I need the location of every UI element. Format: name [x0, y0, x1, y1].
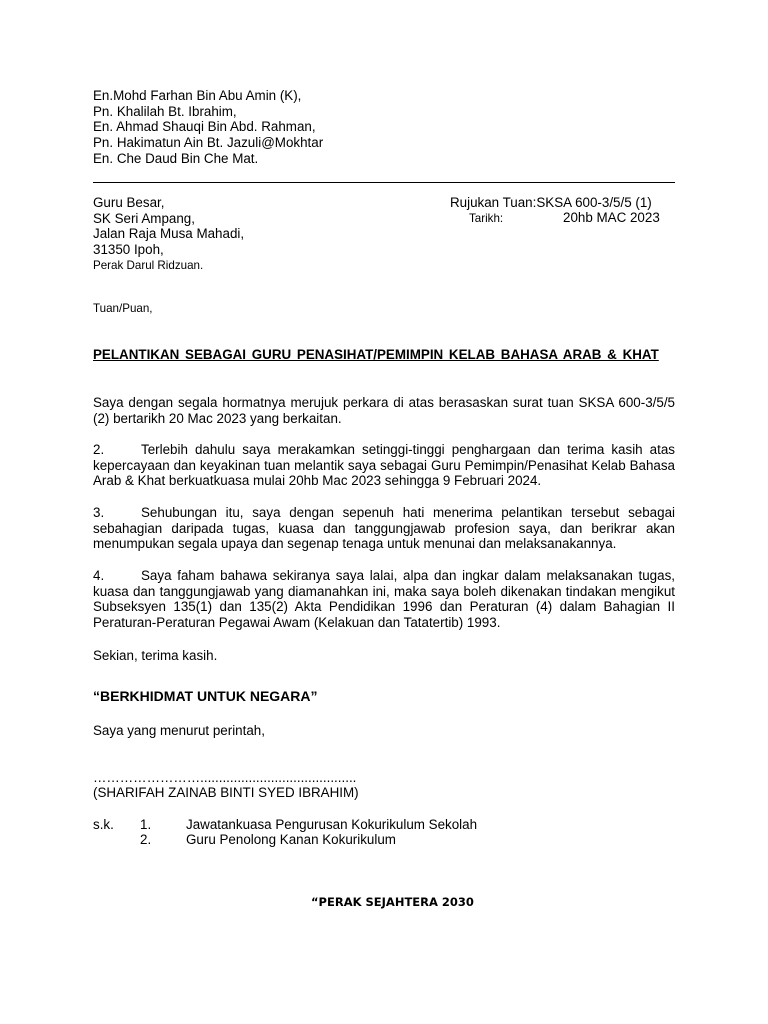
paragraph-4: [93, 568, 675, 631]
cc-item-text: Jawatankuasa Pengurusan Kokurikulum Sekolah: [186, 817, 478, 832]
intro-paragraph: Saya dengan segala hormatnya merujuk perkara di atas berasaskan surat tuan SKSA 600-3/5/5 (2) bertarikh 20 Mac 2023 yang berkaitan.: [93, 395, 675, 426]
recipient-line: En.Mohd Farhan Bin Abu Amin (K),: [93, 88, 302, 103]
recipient-line: En. Che Daud Bin Che Mat.: [93, 150, 259, 166]
footer-slogan: “PERAK SEJAHTERA 2030: [311, 895, 474, 909]
reference-value: SKSA 600-3/5/5 (1): [536, 195, 652, 210]
recipient-line: Pn. Khalilah Bt. Ibrahim,: [93, 103, 237, 119]
recipient-line: Pn. Hakimatun Ain Bt. Jazuli@Mokhtar: [93, 135, 324, 151]
paragraph-text: Terlebih dahulu saya merakamkan setinggi-tinggi penghargaan dan terima kasih atas kepercayaan dan keyakinan tuan melantik saya sebagai Guru Pemimpin/Penasihat Kelab Bahasa Arab & Khat berkuatkuasa mulai 20hb Mac 2023 sehingga 9 Februari 2024.: [93, 442, 675, 489]
letter-subject: PELANTIKAN SEBAGAI GURU PENASIHAT/PEMIMPIN KELAB BAHASA ARAB & KHAT: [93, 347, 659, 362]
motto: “BERKHIDMAT UNTUK NEGARA”: [93, 688, 318, 704]
address-line: Guru Besar,: [93, 195, 165, 210]
reference-label: Rujukan Tuan:: [450, 195, 537, 210]
salutation: Tuan/Puan,: [93, 302, 153, 315]
cc-item-number: 2.: [140, 832, 152, 847]
paragraph-number: 3.: [93, 505, 105, 520]
recipient-list: [93, 88, 323, 167]
signatory-name: (SHARIFAH ZAINAB BINTI SYED IBRAHIM): [93, 785, 359, 800]
address-line: 31350 Ipoh,: [93, 242, 164, 258]
paragraph-number: 4.: [93, 568, 105, 583]
address-line: Jalan Raja Musa Mahadi,: [93, 226, 245, 242]
header-divider: [93, 182, 675, 183]
closing-line: Sekian, terima kasih.: [93, 648, 218, 663]
paragraph-text: Saya faham bahawa sekiranya saya lalai, alpa dan ingkar dalam melaksanakan tugas, kuasa dan tanggungjawab yang diamanahkan ini, maka saya boleh dikenakan tindakan mengikut Subseksyen 135(1) dan 135(2) Akta Pendidikan 1996 dan Peraturan (4) dalam Bahagian II Peraturan-Peraturan Pegawai Awam (Kelakuan dan Tatatertib) 1993.: [93, 568, 675, 631]
date-value: 20hb MAC 2023: [563, 210, 660, 225]
recipient-address: [93, 195, 244, 274]
cc-label: s.k.: [93, 817, 114, 832]
sign-off: Saya yang menurut perintah,: [93, 723, 265, 738]
paragraph-2: [93, 442, 675, 489]
paragraph-number: 2.: [93, 442, 105, 457]
recipient-line: En. Ahmad Shauqi Bin Abd. Rahman,: [93, 119, 316, 135]
paragraph-text: Sehubungan itu, saya dengan sepenuh hati menerima pelantikan tersebut sebagai sebahagian daripada tugas, kuasa dan tanggungjawab profesion saya, dan berikrar akan menumpukan segala upaya dan segenap tenaga untuk menunai dan melaksanakannya.: [93, 505, 675, 552]
paragraph-3: [93, 505, 675, 552]
date-label: Tarikh:: [469, 212, 504, 225]
cc-item-number: 1.: [140, 817, 152, 832]
signature-line: ……………………..........................................: [93, 770, 357, 785]
address-line: SK Seri Ampang,: [93, 210, 195, 226]
cc-item-text: Guru Penolong Kanan Kokurikulum: [186, 832, 396, 847]
reference-row: [450, 195, 652, 211]
address-line: Perak Darul Ridzuan.: [93, 258, 204, 272]
